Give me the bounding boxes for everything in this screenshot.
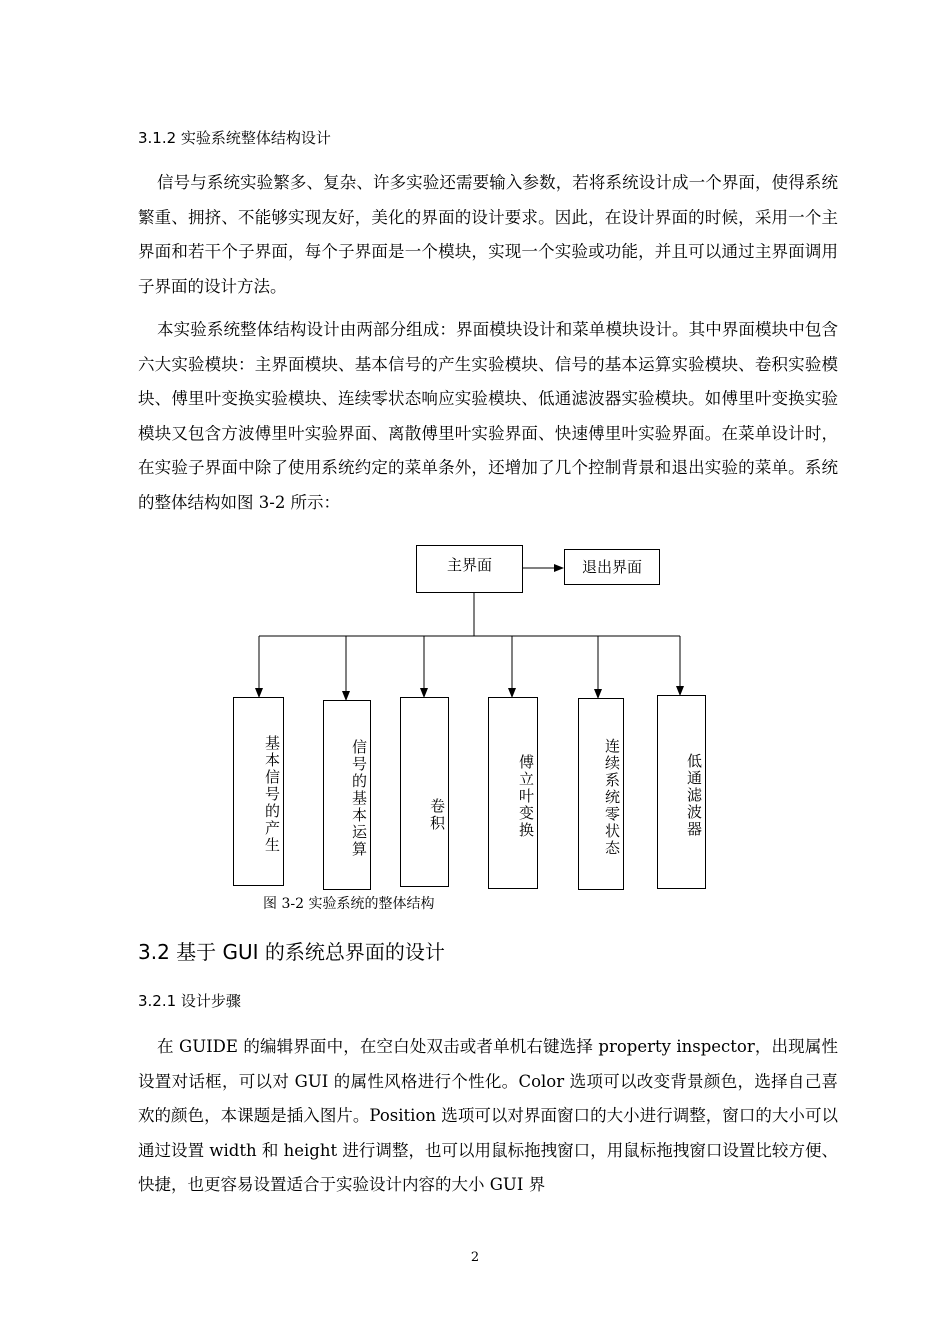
- module-box-convolution: 卷积: [400, 697, 449, 887]
- module-box-lowpass: 低通滤波器: [657, 695, 706, 889]
- section-heading-3-2: 3.2 基于 GUI 的系统总界面的设计: [138, 940, 445, 964]
- main-interface-box: 主界面: [416, 545, 523, 593]
- module-box-basic-signal: 基本信号的产生: [233, 697, 284, 886]
- module-box-fourier: 傅立叶变换: [488, 697, 538, 889]
- section-heading-3-1-2: 3.1.2 实验系统整体结构设计: [138, 129, 331, 147]
- paragraph-intro: 信号与系统实验繁多、复杂、许多实验还需要输入参数，若将系统设计成一个界面，使得系统繁重、拥挤、不能够实现友好，美化的界面的设计要求。因此，在设计界面的时候，采用一个主界面和若干个子界面，每个子界面是一个模块，实现一个实验或功能，并且可以通过主界面调用子界面的设计方法。: [138, 173, 838, 296]
- page-number: 2: [470, 1250, 480, 1265]
- module-box-zero-state: 连续系统零状态: [578, 698, 624, 890]
- paragraph-design-steps: 在 GUIDE 的编辑界面中，在空白处双击或者单机右键选择 property inspector，出现属性设置对话框，可以对 GUI 的属性风格进行个性化。Color 选项可以改变背景颜色，选择自己喜欢的颜色，本课题是插入图片。Position 选项可以对界面窗口的大小进行调整，窗口的大小可以通过设置 width 和 height 进行调整，也可以用鼠标拖拽窗口，用鼠标拖拽窗口设置比较方便、快捷，也更容易设置适合于实验设计内容的大小 GUI 界: [138, 1037, 838, 1194]
- figure-caption: 图 3-2 实验系统的整体结构: [263, 896, 435, 912]
- exit-interface-box: 退出界面: [564, 549, 660, 585]
- module-box-signal-operation: 信号的基本运算: [323, 700, 371, 890]
- section-heading-3-2-1: 3.2.1 设计步骤: [138, 992, 241, 1010]
- paragraph-structure: 本实验系统整体结构设计由两部分组成：界面模块设计和菜单模块设计。其中界面模块中包含六大实验模块：主界面模块、基本信号的产生实验模块、信号的基本运算实验模块、卷积实验模块、傅里叶变换实验模块、连续零状态响应实验模块、低通滤波器实验模块。如傅里叶变换实验模块又包含方波傅里叶实验界面、离散傅里叶实验界面、快速傅里叶实验界面。在菜单设计时，在实验子界面中除了使用系统约定的菜单条外，还增加了几个控制背景和退出实验的菜单。系统的整体结构如图 3-2 所示：: [138, 320, 838, 512]
